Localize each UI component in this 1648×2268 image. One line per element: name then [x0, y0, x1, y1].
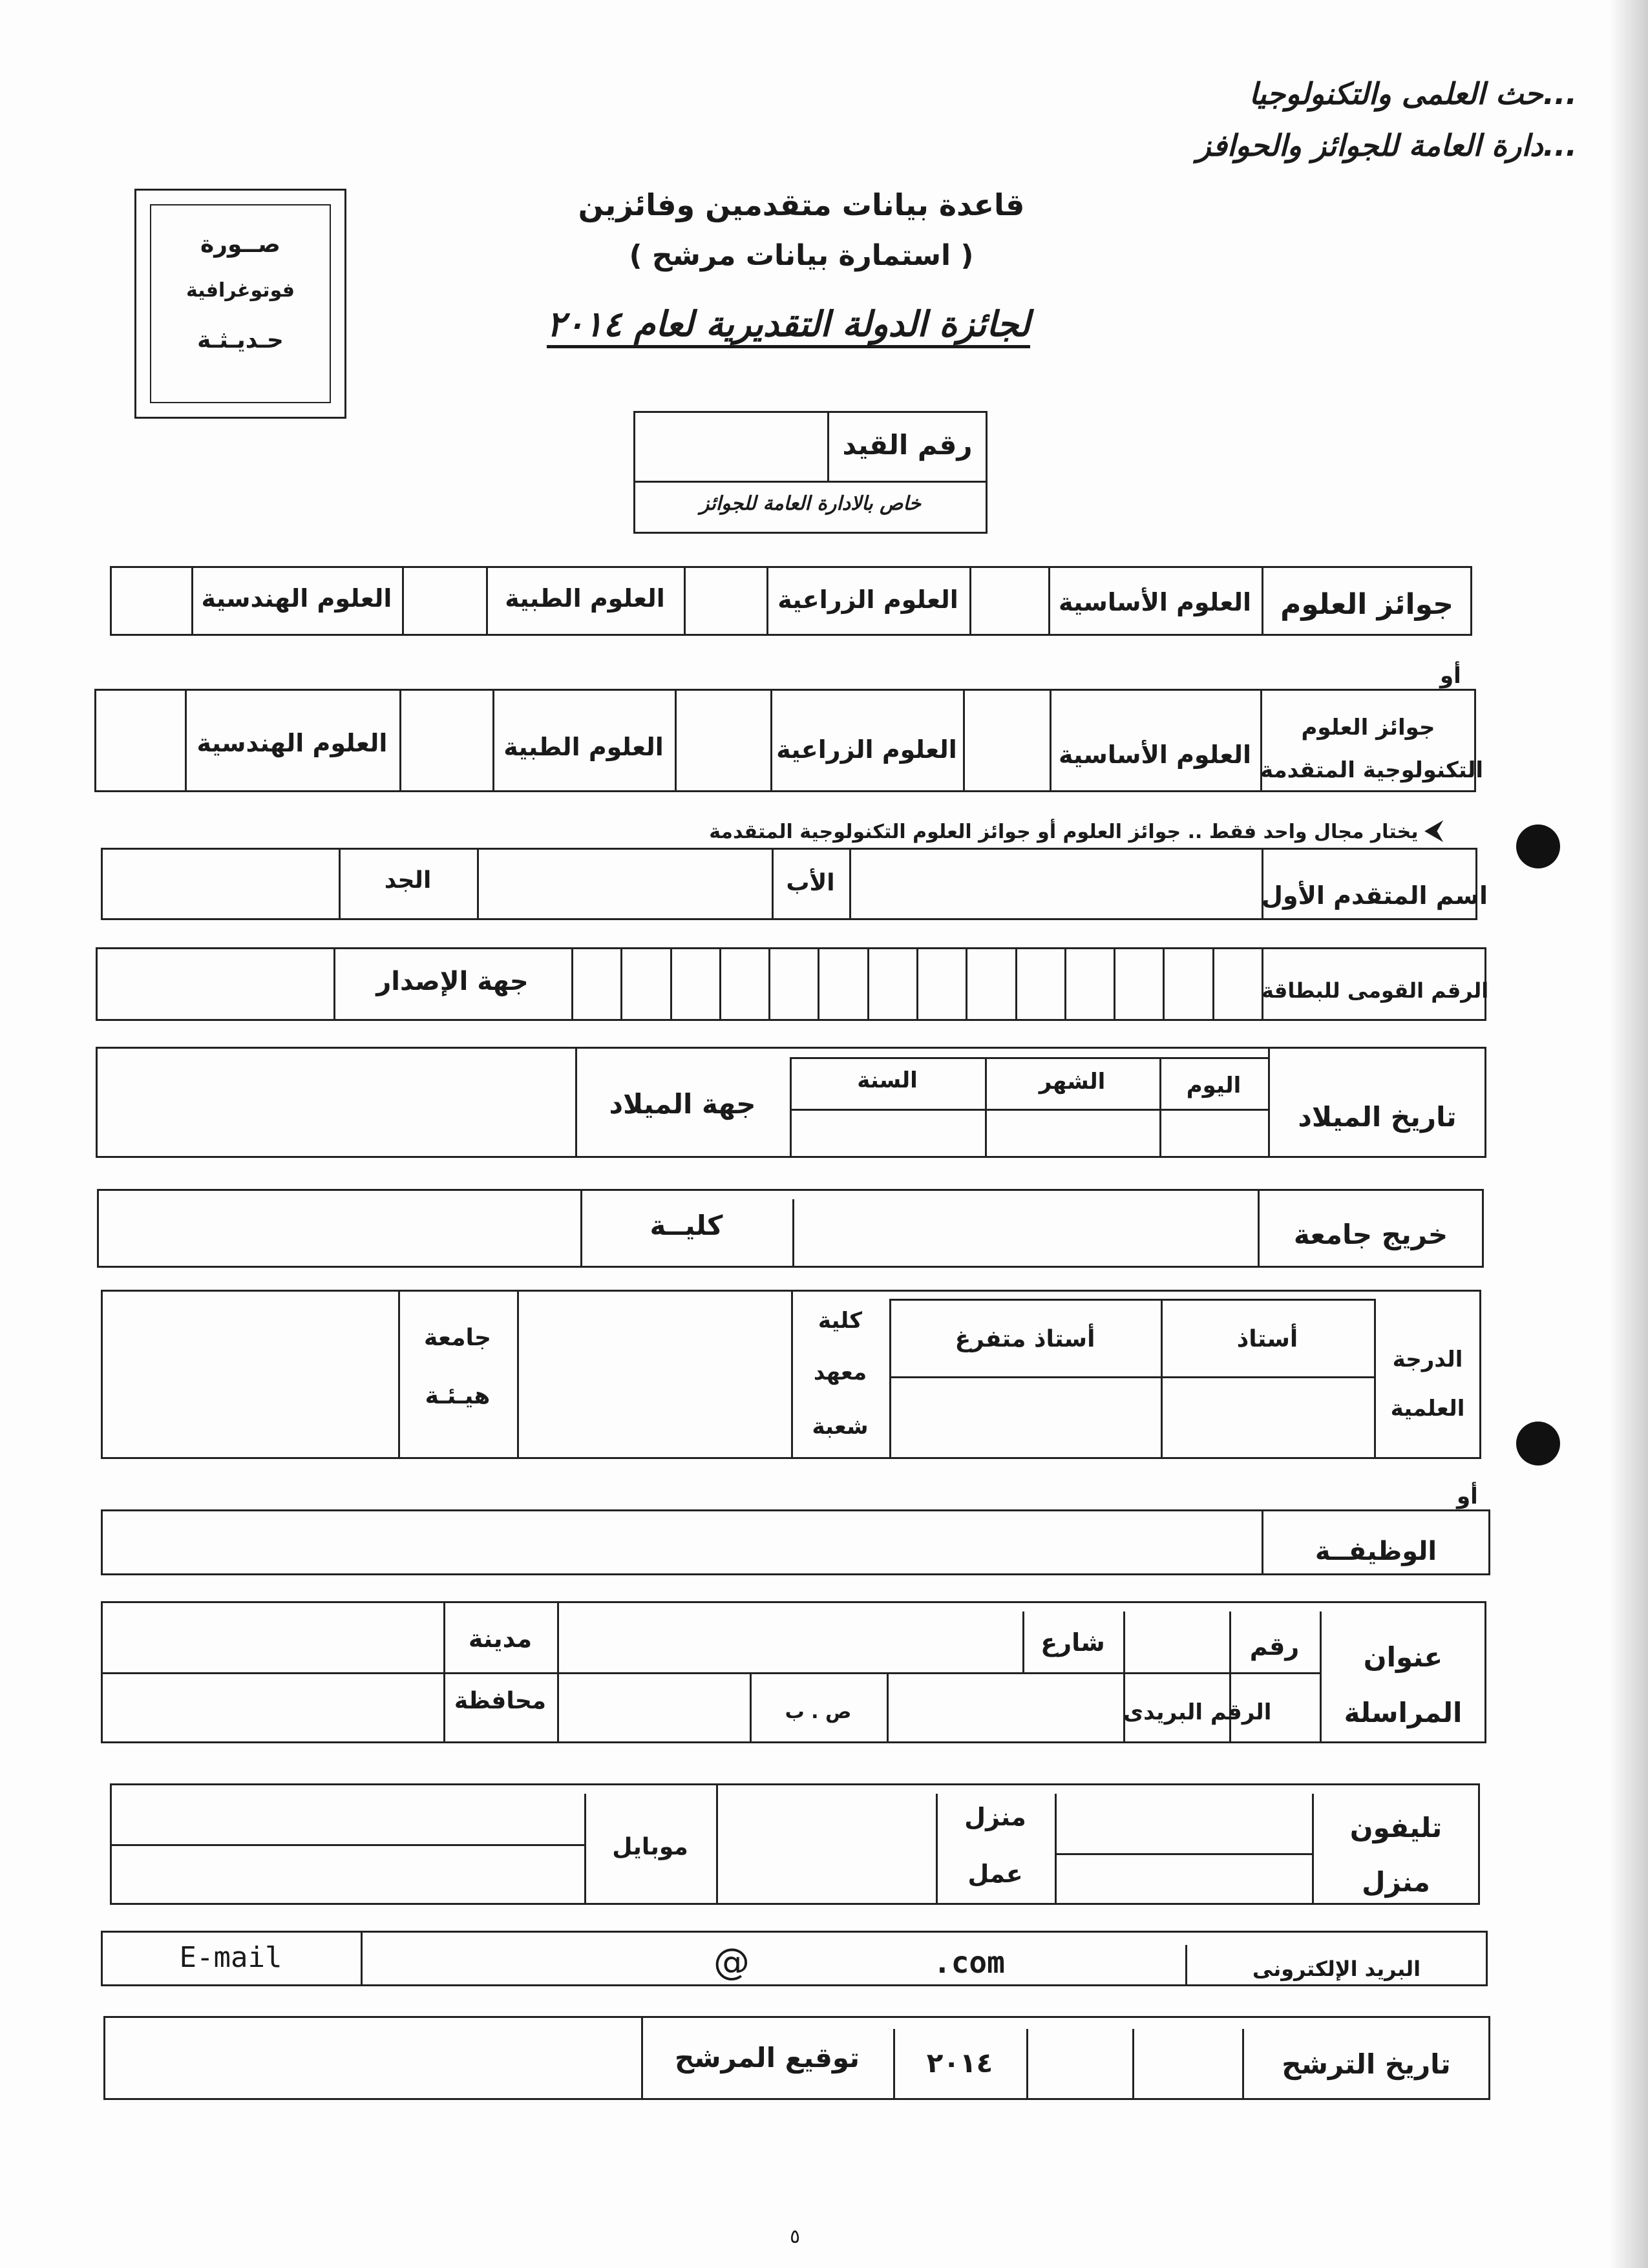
divider [1374, 1299, 1376, 1459]
id-digit-cell[interactable] [869, 949, 914, 1019]
father-name-field[interactable] [479, 850, 770, 918]
id-digit-cell[interactable] [967, 949, 1013, 1019]
mobile-label: موبايل [612, 1834, 688, 1860]
form-title-1: قاعدة بيانات متقدمين وفائزين [578, 187, 1025, 222]
first-name-field[interactable] [851, 850, 1260, 918]
id-digit-cell[interactable] [819, 949, 865, 1019]
signature-label: توقيع المرشح [674, 2042, 860, 2074]
signature-field[interactable] [105, 2018, 639, 2098]
sciences-eng: العلوم الهندسية [201, 584, 392, 613]
or-label-2: أو [1457, 1484, 1478, 1509]
form-title-3: لجائزة الدولة التقديرية لعام ٢٠١٤ [547, 304, 1030, 344]
grandfather-label: الجد [384, 867, 432, 894]
tech-med-checkbox[interactable] [401, 691, 491, 790]
degree-label-2: العلمية [1390, 1396, 1465, 1422]
governorate-field[interactable] [103, 1674, 441, 1741]
year-label: السنة [857, 1067, 918, 1093]
mobile-field-1[interactable] [112, 1785, 582, 1842]
tech-agri-checkbox[interactable] [677, 691, 768, 790]
issuer-label: جهة الإصدار [376, 967, 529, 996]
phone-label-2: منزل [1362, 1866, 1430, 1898]
day-label: اليوم [1186, 1073, 1241, 1098]
pobox-label: ص . ب [785, 1701, 852, 1723]
photo-line-1: صــورة [200, 231, 280, 258]
ministry-line-2: ...دارة العامة للجوائز والحوافز [1196, 128, 1577, 163]
sciences-label: جوائز العلوم [1280, 588, 1453, 621]
instruction-label: يختار مجال واحد فقط .. جوائز العلوم أو جوائز العلوم التكنولوجية المتقدمة [709, 821, 1419, 843]
registration-number-cell[interactable] [635, 413, 825, 479]
divider [398, 1290, 400, 1459]
registration-divider [633, 481, 988, 483]
id-digit-cell[interactable] [573, 949, 618, 1019]
professor-label: أستاذ [1236, 1326, 1298, 1352]
address-label-2: المراسلة [1344, 1697, 1463, 1728]
degree-label-1: الدرجة [1392, 1347, 1463, 1372]
street-label: شارع [1041, 1628, 1105, 1657]
id-digit-cell[interactable] [1214, 949, 1260, 1019]
sciences-med-checkbox[interactable] [404, 568, 484, 634]
faculty-field[interactable] [99, 1191, 578, 1266]
national-id-label: الرقم القومى للبطاقة [1262, 978, 1489, 1003]
arrow-icon: ⮜ [1425, 815, 1442, 844]
emeritus-checkbox[interactable] [891, 1378, 1159, 1457]
binder-hole-1 [1516, 824, 1560, 868]
job-field[interactable] [103, 1511, 1260, 1573]
email-at: @ [713, 1941, 750, 1983]
id-digit-cell[interactable] [622, 949, 668, 1019]
or-label-1: أو [1440, 663, 1461, 689]
pobox-field[interactable] [559, 1674, 748, 1741]
photo-line-2: فوتوغرافية [185, 279, 295, 302]
graduate-label: خريج جامعة [1293, 1219, 1448, 1250]
nomination-year: ٢٠١٤ [926, 2047, 993, 2079]
address-label-1: عنوان [1363, 1641, 1443, 1673]
scan-shadow [1609, 0, 1648, 2268]
emeritus-label: أستاذ متفرغ [955, 1326, 1095, 1352]
birth-place-field[interactable] [98, 1049, 573, 1156]
registration-label: رقم القيد [842, 429, 973, 461]
ministry-line-1: ...حث العلمى والتكنولوجيا [1249, 76, 1577, 111]
sciences-basic-checkbox[interactable] [971, 568, 1046, 634]
tech-agri: العلوم الزراعية [776, 735, 957, 764]
tech-basic: العلوم الأساسية [1058, 740, 1252, 769]
registration-note: خاص بالادارة العامة للجوائز [699, 492, 922, 515]
job-label: الوظيفــة [1315, 1537, 1437, 1566]
number-label: رقم [1249, 1632, 1300, 1661]
tech-sciences-label-2: التكنولوجية المتقدمة [1260, 757, 1484, 783]
postal-field[interactable] [889, 1674, 1121, 1741]
governorate-label: محافظة [454, 1688, 547, 1714]
id-digit-cell[interactable] [1017, 949, 1062, 1019]
phone-label-1: تليفون [1349, 1812, 1442, 1843]
postal-label: الرقم البريدى [1123, 1699, 1272, 1725]
birth-year-field[interactable] [792, 1111, 983, 1156]
faculty-label: كليــة [650, 1210, 723, 1241]
nomination-label: تاريخ الترشح [1282, 2048, 1451, 2080]
degree-institute-option: معهد [813, 1360, 867, 1385]
birth-month-field[interactable] [987, 1111, 1157, 1156]
degree-authority-option: هيـئـة [425, 1383, 491, 1409]
tech-eng-checkbox[interactable] [96, 691, 183, 790]
father-label: الأب [786, 870, 835, 896]
tech-eng: العلوم الهندسية [196, 729, 388, 757]
city-field[interactable] [103, 1603, 441, 1670]
work-label: عمل [967, 1860, 1023, 1888]
instruction-text [709, 815, 1442, 845]
tech-sciences-label-1: جوائز العلوم [1301, 715, 1435, 740]
divider [790, 1057, 1268, 1059]
nomination-month-field[interactable] [1028, 2031, 1130, 2098]
id-digit-cell[interactable] [918, 949, 964, 1019]
birth-day-field[interactable] [1161, 1111, 1266, 1156]
email-field[interactable] [363, 1933, 1183, 1984]
divider [571, 947, 573, 1021]
sciences-agri-checkbox[interactable] [686, 568, 765, 634]
id-digit-cell[interactable] [770, 949, 816, 1019]
tech-basic-checkbox[interactable] [965, 691, 1048, 790]
divider [889, 1299, 1374, 1301]
university-field[interactable] [794, 1191, 1256, 1266]
home-label: منزل [964, 1803, 1026, 1831]
photo-line-3: حـديـثـة [197, 327, 284, 353]
work-phone-field[interactable] [1057, 1855, 1310, 1903]
binder-hole-2 [1516, 1422, 1560, 1465]
number-field[interactable] [1125, 1613, 1227, 1670]
id-digit-cell[interactable] [1165, 949, 1210, 1019]
name-label: اسم المتقدم الأول [1262, 881, 1488, 910]
street-field[interactable] [559, 1603, 1020, 1670]
sciences-eng-checkbox[interactable] [112, 568, 189, 634]
issuer-field[interactable] [98, 949, 332, 1019]
email-domain: .com [933, 1945, 1005, 1980]
degree-division-option: شعبة [812, 1414, 869, 1440]
degree-faculty-option: كلية [818, 1308, 863, 1334]
sciences-basic: العلوم الأساسية [1058, 588, 1252, 616]
phone-extra-field[interactable] [718, 1785, 934, 1903]
degree-university-field[interactable] [103, 1292, 396, 1457]
id-digit-cell[interactable] [1115, 949, 1161, 1019]
page-number: ٥ [789, 2225, 801, 2248]
professor-checkbox[interactable] [1163, 1378, 1372, 1457]
email-tag: E-mail [179, 1941, 282, 1974]
grandfather-name-field[interactable] [103, 850, 337, 918]
home-phone-field[interactable] [1057, 1796, 1310, 1851]
email-label: البريد الإلكترونى [1252, 1957, 1421, 1981]
sciences-med: العلوم الطبية [505, 584, 665, 613]
birth-place-label: جهة الميلاد [609, 1088, 756, 1120]
id-digit-cell[interactable] [672, 949, 717, 1019]
degree-university-option: جامعة [424, 1325, 491, 1351]
nomination-day-field[interactable] [1134, 2031, 1240, 2098]
form-title-2: ( استمارة بيانات مرشح ) [629, 239, 974, 272]
tech-med: العلوم الطبية [503, 733, 664, 761]
birth-label: تاريخ الميلاد [1298, 1101, 1457, 1133]
mobile-field-2[interactable] [112, 1846, 582, 1903]
degree-faculty-field[interactable] [519, 1292, 789, 1457]
sciences-agri: العلوم الزراعية [777, 585, 958, 614]
id-digit-cell[interactable] [721, 949, 766, 1019]
month-label: الشهر [1039, 1069, 1106, 1095]
divider [443, 1601, 445, 1743]
city-label: مدينة [468, 1624, 533, 1653]
id-digit-cell[interactable] [1066, 949, 1112, 1019]
